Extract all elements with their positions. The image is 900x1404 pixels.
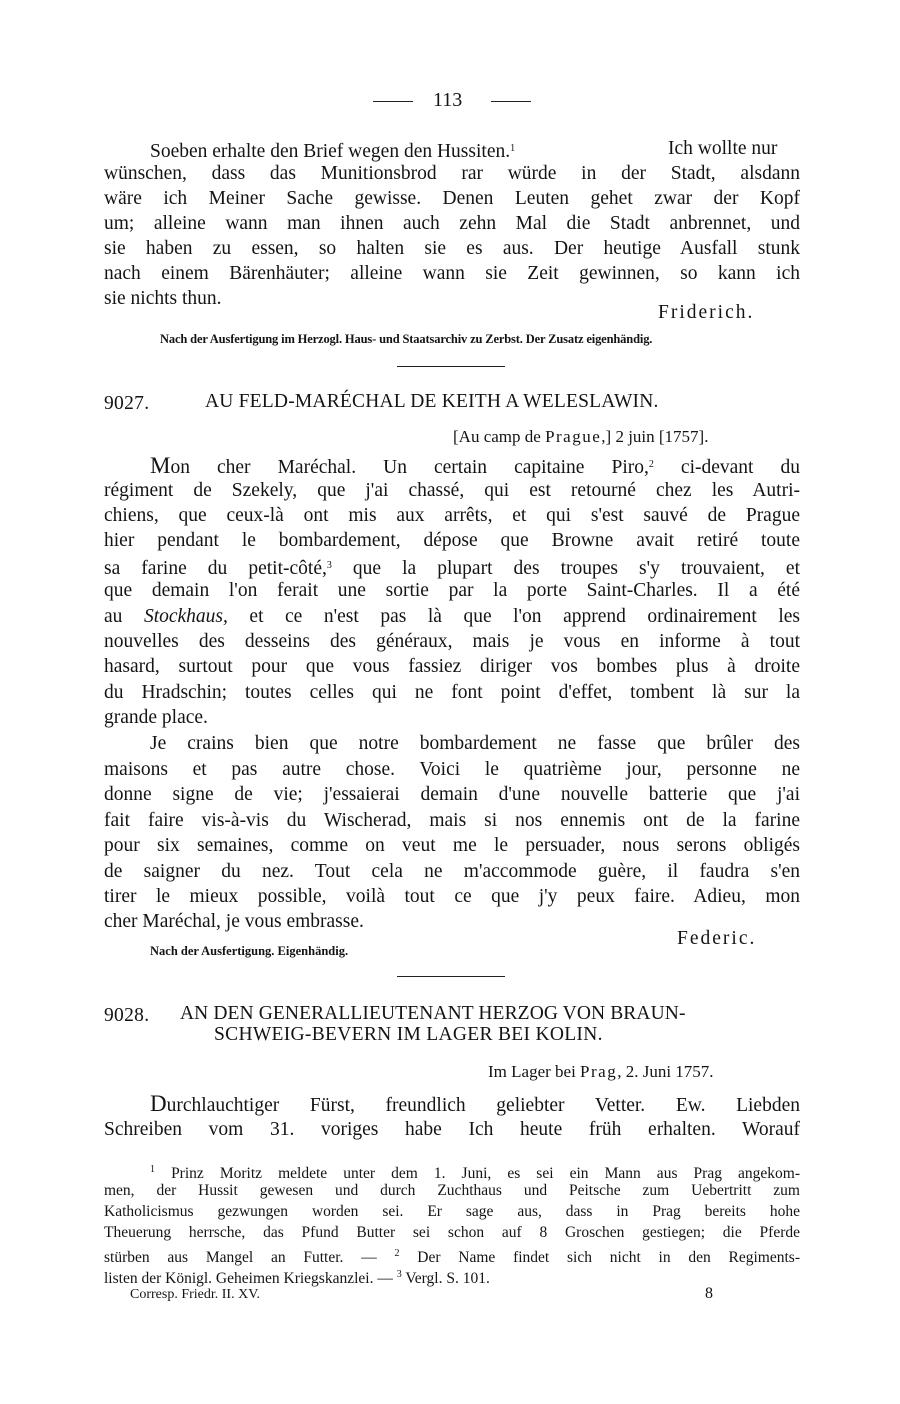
text-line: Ich wollte nur <box>668 138 778 159</box>
text-line: nouvelles des desseins des généraux, mais je vous en informe à tout <box>104 631 800 652</box>
text-line: régiment de Szekely, que j'ai chassé, qui est retourné chez les Autri- <box>104 480 800 501</box>
text-line: Soeben erhalte den Brief wegen den Hussiten.$^1$ <box>150 141 516 162</box>
text-line: maisons et pas autre chose. Voici le quatrième jour, personne ne <box>104 759 800 780</box>
section-divider <box>397 366 505 367</box>
footnote-line: men, der Hussit gewesen und durch Zuchthaus und Peitsche zum Uebertritt zum <box>104 1182 800 1199</box>
text-line: cher Maréchal, je vous embrasse. <box>104 911 364 932</box>
text-line: hier pendant le bombardement, dépose que Browne avait retiré toute <box>104 530 800 551</box>
text-line: du Hradschin; toutes celles qui ne font point d'effet, tombent là sur la <box>104 682 800 703</box>
text-line: fait faire vis-à-vis du Wischerad, mais si nos ennemis ont de la farine <box>104 810 800 831</box>
footnote-ref: 3 <box>326 560 332 571</box>
footnote-line: $^1$ Prinz Moritz meldete unter dem 1. Juni, es sei ein Mann aus Prag angekom- <box>150 1164 800 1182</box>
text-line: Durchlauchtiger Fürst, freundlich geliebter Vetter. Ew. Liebden <box>150 1091 800 1116</box>
letter-title: SCHWEIG-BEVERN IM LAGER BEI KOLIN. <box>214 1024 603 1045</box>
signature: Friderich. <box>658 302 755 323</box>
text-line: Schreiben vom 31. voriges habe Ich heute früh erhalten. Worauf <box>104 1119 800 1140</box>
text-line: Je crains bien que notre bombardement ne fasse que brûler des <box>150 733 800 754</box>
footnote-line: stürben aus Mangel an Futter. — $^2$ Der Name findet sich nicht in den Regiments- <box>104 1248 800 1266</box>
footnote-mark: 2 <box>394 1248 400 1259</box>
letter-number: 9028. <box>104 1005 150 1026</box>
text-line: nach einem Bärenhäuter; alleine wann sie Zeit gewinnen, so kann ich <box>104 263 800 284</box>
footer-signature-mark: Corresp. Friedr. II. XV. <box>130 1287 261 1302</box>
footnote-line: Katholicismus gezwungen worden sei. Er sage aus, dass in Prag bereits hohe <box>104 1203 800 1220</box>
text-line: wünschen, dass das Munitionsbrod rar würde in der Stadt, alsdann <box>104 163 800 184</box>
footnote-ref: 2 <box>648 459 654 470</box>
letter-title: AU FELD-MARÉCHAL DE KEITH A WELESLAWIN. <box>205 391 659 412</box>
page-number: 113 <box>433 89 463 111</box>
letter-title: AN DEN GENERALLIEUTENANT HERZOG VON BRAUN- <box>180 1003 686 1024</box>
text-line: que demain l'on ferait une sortie par la porte Saint-Charles. Il a été <box>104 580 800 601</box>
letter-number: 9027. <box>104 393 150 414</box>
text-line: grande place. <box>104 707 208 728</box>
footnote-mark: 1 <box>150 1164 155 1175</box>
header-rule-right <box>491 101 531 102</box>
source-note: Nach der Ausfertigung. Eigenhändig. <box>150 944 349 958</box>
section-divider <box>397 976 505 977</box>
text-line: sie haben zu essen, so halten sie es aus. Der heutige Ausfall stunk <box>104 238 800 259</box>
footnote-line: Theuerung herrsche, das Pfund Butter sei schon auf 8 Groschen gestiegen; die Pferde <box>104 1224 800 1241</box>
text-line: pour six semaines, comme on veut me le persuader, nous serons obligés <box>104 835 800 856</box>
signature: Federic. <box>677 928 757 949</box>
text-line: sie nichts thun. <box>104 288 222 309</box>
footnote-mark: 3 <box>396 1269 402 1280</box>
text-line: wäre ich Meiner Sache gewisse. Denen Leuten gehet zwar der Kopf <box>104 188 800 209</box>
footer-sheet-number: 8 <box>705 1285 713 1302</box>
footnote-ref: 1 <box>510 143 516 154</box>
footnote-line: listen der Königl. Geheimen Kriegskanzlei. — $^3$ Vergl. S. 101. <box>104 1269 490 1287</box>
header-rule-left <box>373 101 413 102</box>
text-line: au Stockhaus, et ce n'est pas là que l'on apprend ordinairement les <box>104 606 800 627</box>
text-line: Mon cher Maréchal. Un certain capitaine Piro,$^2$ ci-devant du <box>150 453 800 478</box>
text-line: chiens, que ceux-là ont mis aux arrêts, et qui s'est sauvé de Prague <box>104 505 800 526</box>
text-line: de saigner du nez. Tout cela ne m'accommode guère, il faudra s'en <box>104 861 800 882</box>
dateline: [Au camp de Prague,] 2 juin [1757]. <box>453 427 709 446</box>
text-line: um; alleine wann man ihnen auch zehn Mal die Stadt anbrennet, und <box>104 213 800 234</box>
text-line: hasard, surtout pour que vous fassiez diriger vos bombes plus à droite <box>104 656 800 677</box>
dateline: Im Lager bei Prag, 2. Juni 1757. <box>488 1062 714 1081</box>
source-note: Nach der Ausfertigung im Herzogl. Haus- und Staatsarchiv zu Zerbst. Der Zusatz eigenhändig. <box>160 332 653 346</box>
text-line: donne signe de vie; j'essaierai demain d'une nouvelle batterie que j'ai <box>104 784 800 805</box>
text-line: tirer le mieux possible, voilà tout ce que j'y peux faire. Adieu, mon <box>104 886 800 907</box>
text-line: sa farine du petit-côté,$^3$ que la plupart des troupes s'y trouvaient, et <box>104 558 801 579</box>
